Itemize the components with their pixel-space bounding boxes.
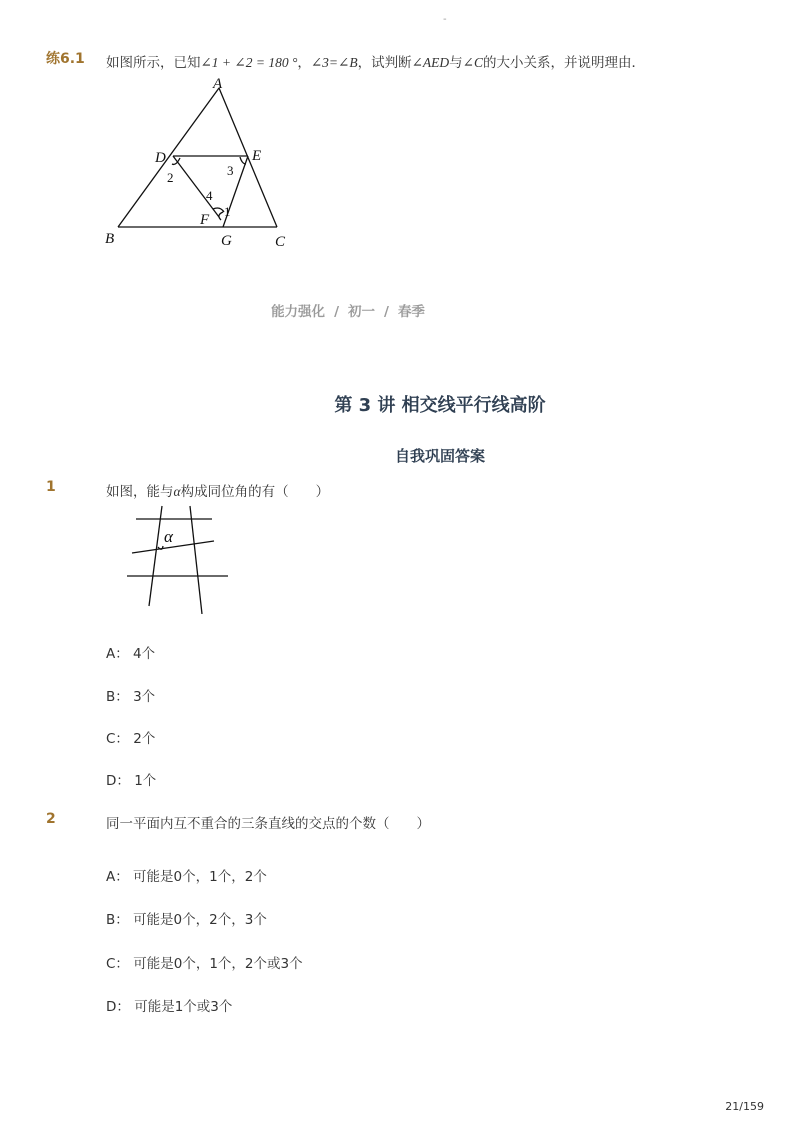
option-text: 4个 xyxy=(133,646,156,662)
label-angle-3: 3 xyxy=(227,163,234,178)
question-1-option-c xyxy=(106,727,155,747)
option-text: 可能是1个或3个 xyxy=(134,999,233,1015)
angle-1-arc xyxy=(219,212,223,220)
breadcrumb-sep-1: / xyxy=(334,304,339,320)
option-letter: D： xyxy=(106,999,130,1015)
question-1-option-d xyxy=(106,769,156,789)
label-f: F xyxy=(200,212,210,228)
exercise-text-d: 与 xyxy=(449,55,463,71)
option-letter: A： xyxy=(106,869,129,885)
option-text: 可能是0个，1个，2个 xyxy=(133,869,267,885)
question-2-option-a xyxy=(106,865,267,885)
question-2-text: 同一平面内互不重合的三条直线的交点的个数（ ） xyxy=(106,816,430,832)
option-text: 1个 xyxy=(134,773,157,789)
label-angle-1: 1 xyxy=(224,204,231,219)
exercise-math-3: ∠AED xyxy=(411,55,450,70)
lines-figure xyxy=(122,502,234,614)
option-letter: A： xyxy=(106,646,129,662)
question-2-option-c xyxy=(106,952,303,972)
exercise-text-a: 如图所示，已知 xyxy=(106,55,201,71)
label-b: B xyxy=(105,231,115,247)
option-letter: D： xyxy=(106,773,130,789)
alpha-label: α xyxy=(164,527,173,546)
label-d: D xyxy=(155,150,166,166)
question-1-text xyxy=(106,480,329,500)
question-2-option-b xyxy=(106,908,267,928)
section-title: 自我巩固答案 xyxy=(394,447,485,465)
option-text: 可能是0个，1个，2个或3个 xyxy=(133,956,303,972)
breadcrumb xyxy=(0,300,696,320)
breadcrumb-sep-2: / xyxy=(384,304,389,320)
exercise-text-e: 的大小关系，并说明理由． xyxy=(483,55,645,71)
exercise-text-c: ，试判断 xyxy=(357,55,412,71)
option-text: 3个 xyxy=(133,689,156,705)
exercise-math-4: ∠C xyxy=(462,55,483,70)
question-1-text-a: 如图，能与 xyxy=(106,484,174,500)
question-1-text-b: 构成同位角的有（ ） xyxy=(180,484,330,500)
slanted-transversal-line xyxy=(132,541,214,553)
exercise-math-1: ∠1 + ∠2 = 180 ° xyxy=(200,55,298,70)
breadcrumb-part-2: 初一 xyxy=(348,304,375,320)
exercise-math-2: ∠3=∠B xyxy=(310,55,358,70)
breadcrumb-part-3: 春季 xyxy=(397,304,425,320)
top-mark: - xyxy=(443,14,447,25)
breadcrumb-part-1: 能力强化 xyxy=(271,304,326,320)
left-transversal-line xyxy=(149,506,162,606)
question-1-symbol: α xyxy=(173,484,181,499)
page-number: 21/159 xyxy=(725,1100,764,1113)
exercise-text-b: ， xyxy=(297,55,311,71)
label-angle-4: 4 xyxy=(206,188,213,203)
option-letter: C： xyxy=(106,956,129,972)
question-2-number: 2 xyxy=(46,811,56,827)
label-a: A xyxy=(213,76,223,92)
question-2-option-d xyxy=(106,995,232,1015)
segment-df xyxy=(173,156,219,217)
option-letter: B： xyxy=(106,689,129,705)
triangle-figure xyxy=(100,72,310,257)
question-1-option-a xyxy=(106,642,155,662)
option-letter: C： xyxy=(106,731,129,747)
question-1-number: 1 xyxy=(46,479,56,495)
exercise-number: 练6.1 xyxy=(46,51,85,67)
option-text: 2个 xyxy=(133,731,156,747)
segment-ab xyxy=(118,88,219,227)
label-e: E xyxy=(252,148,262,164)
label-angle-2: 2 xyxy=(167,170,174,185)
question-1-option-b xyxy=(106,685,155,705)
label-c: C xyxy=(275,234,286,250)
lecture-title: 第 3 讲 相交线平行线高阶 xyxy=(334,395,546,416)
label-g: G xyxy=(221,233,232,249)
option-letter: B： xyxy=(106,912,129,928)
option-text: 可能是0个，2个，3个 xyxy=(133,912,267,928)
right-transversal-line xyxy=(190,506,202,614)
exercise-text xyxy=(106,51,645,71)
